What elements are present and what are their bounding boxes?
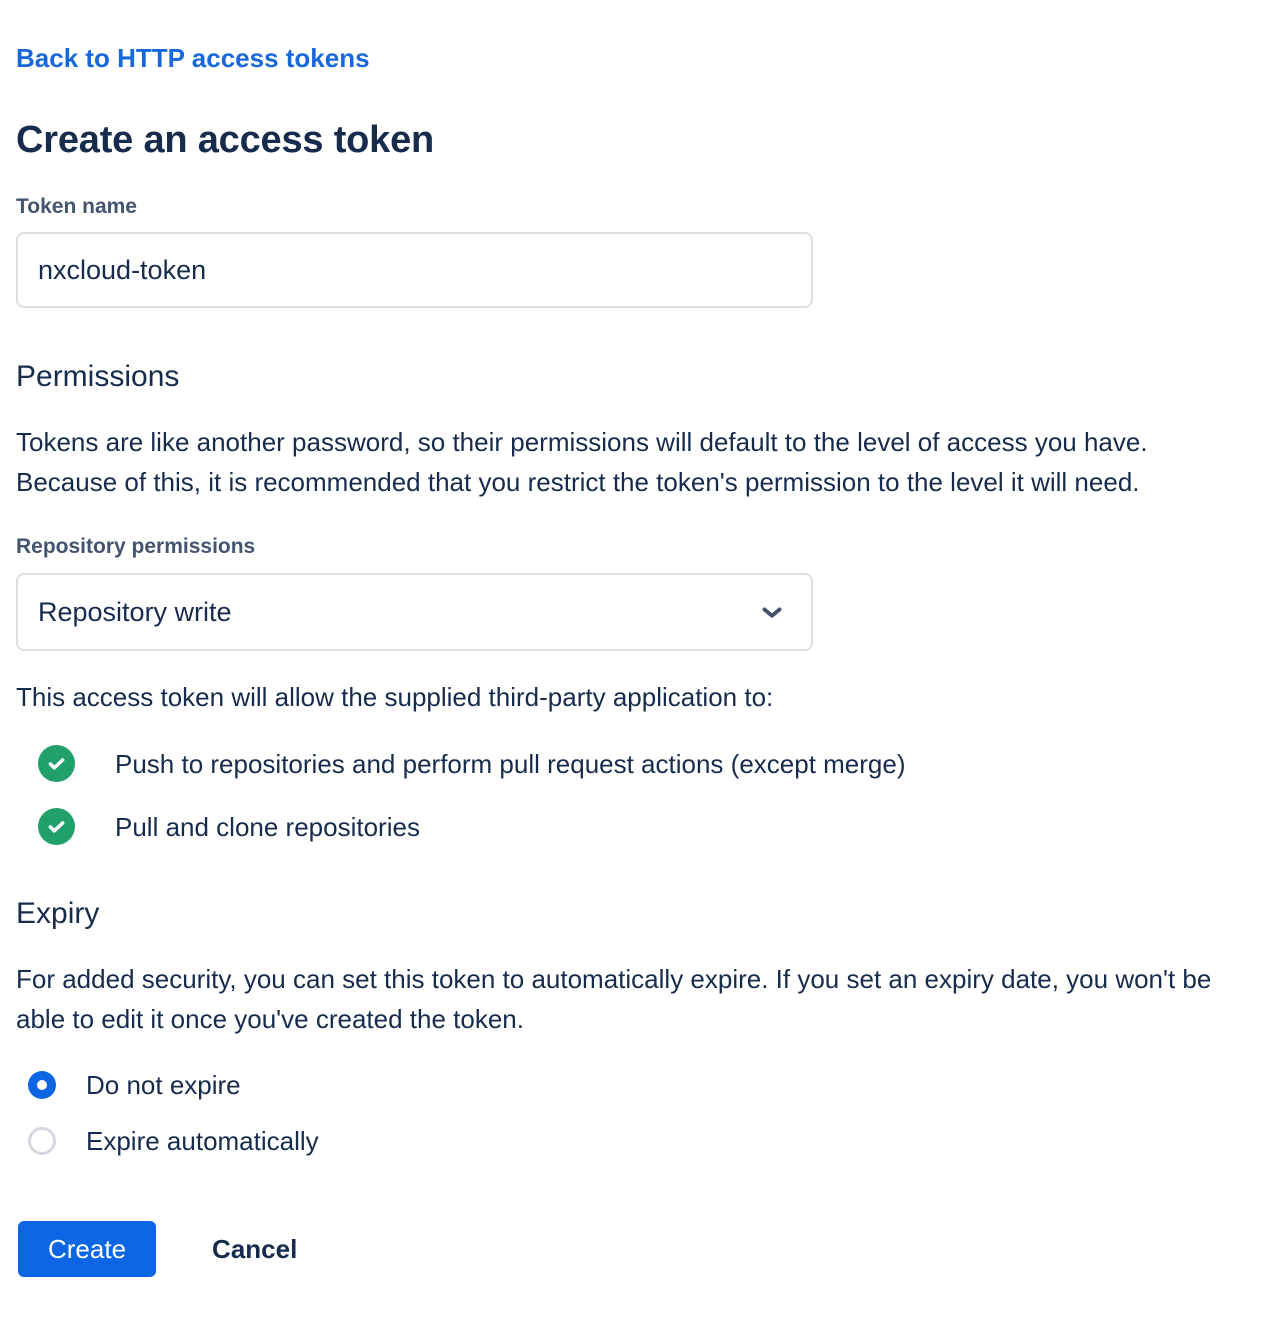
capability-text: Push to repositories and perform pull request actions (except merge) — [115, 748, 906, 779]
token-name-label: Token name — [16, 195, 137, 218]
radio-label: Do not expire — [86, 1070, 241, 1100]
cancel-button[interactable]: Cancel — [212, 1233, 298, 1264]
create-button[interactable]: Create — [18, 1221, 156, 1277]
radio-option-expire-automatically[interactable] — [28, 1123, 1214, 1159]
expiry-radio-group — [16, 1067, 1214, 1159]
form-actions — [18, 1221, 1214, 1277]
capability-list — [16, 745, 1214, 845]
radio-label: Expire automatically — [86, 1126, 319, 1156]
check-icon — [38, 808, 75, 845]
radio-option-do-not-expire[interactable] — [28, 1067, 1214, 1103]
chevron-down-icon — [757, 597, 787, 627]
capability-item — [38, 808, 1214, 845]
expiry-heading: Expiry — [16, 897, 100, 930]
expiry-description: For added security, you can set this token to automatically expire. If you set an expiry date, you won't be able to edit it once you've created the token. — [16, 964, 1212, 1034]
radio-selected-icon[interactable] — [28, 1071, 56, 1099]
repository-permissions-label: Repository permissions — [16, 535, 256, 558]
repository-permissions-selected-value: Repository write — [38, 596, 232, 627]
permissions-heading: Permissions — [16, 360, 180, 393]
page-title: Create an access token — [16, 119, 435, 161]
radio-unselected-icon[interactable] — [28, 1127, 56, 1155]
capability-text: Pull and clone repositories — [115, 811, 420, 842]
back-to-http-access-tokens-link[interactable]: Back to HTTP access tokens — [16, 43, 370, 73]
repository-permissions-select[interactable] — [16, 573, 813, 651]
permissions-description: Tokens are like another password, so their permissions will default to the level of access you have. Because of this, it is recommended that you restrict the token's permission to the level it will need. — [16, 427, 1148, 497]
capability-item — [38, 745, 1214, 782]
check-icon — [38, 745, 75, 782]
token-name-input[interactable] — [16, 232, 813, 308]
capabilities-intro: This access token will allow the supplied third-party application to: — [16, 682, 774, 712]
